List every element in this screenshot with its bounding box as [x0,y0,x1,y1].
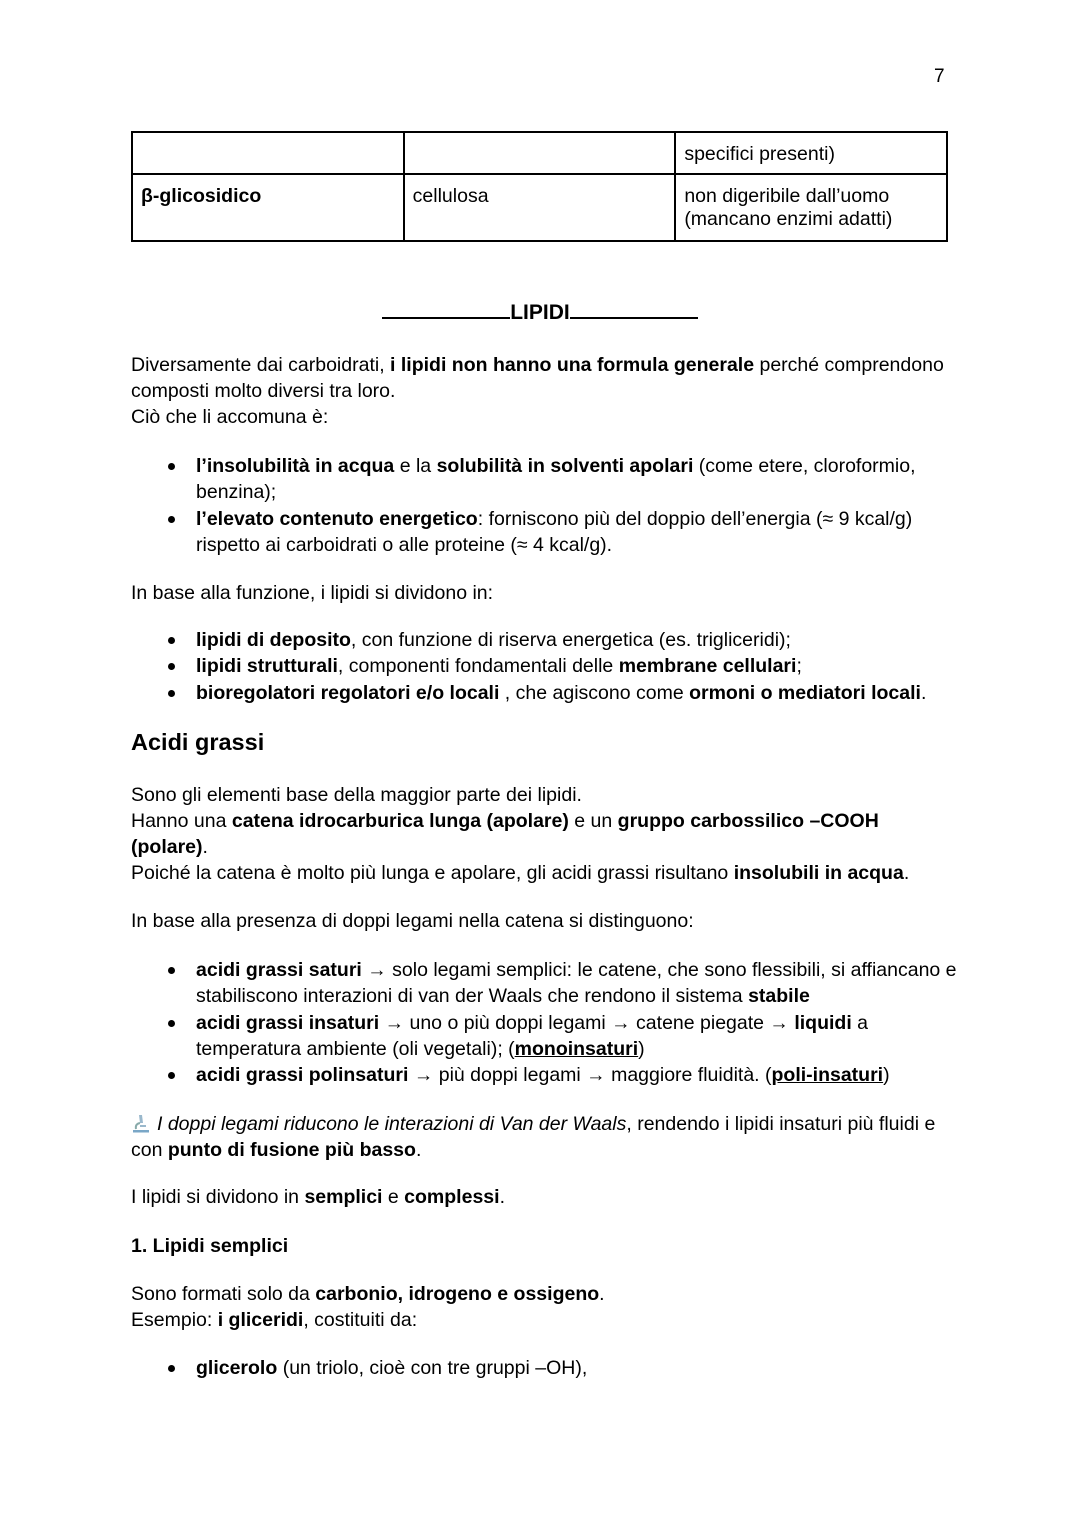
text-run: l’insolubilità in acqua [196,455,395,477]
table-cell [132,132,404,174]
text-run: . [202,836,208,859]
text-run: . [903,862,910,884]
note-paragraph [131,1111,961,1164]
text-run: → uno o più doppi legami → catene piegate → [379,1011,795,1034]
text-run: : forniscono più del doppio dell’energia (≈ 9 kcal/g) rispetto ai carboidrati o alle proteine (≈ 4 kcal/g). [196,507,913,556]
text-run: membrane cellulari [618,655,797,678]
fatty-acids-p1 [131,782,951,808]
text-run: complessi [404,1186,500,1208]
text-run: e la [394,455,437,477]
intro-paragraph [131,352,951,405]
table-row [132,132,947,174]
table-cell: non digeribile dall’uomo (mancano enzimi adatti) [675,174,947,241]
list-item [131,653,951,679]
text-run: lipidi strutturali [196,655,338,678]
table-cell: cellulosa [404,174,676,241]
text-run: Ciò che li accomuna è: [131,406,329,428]
list-item [131,957,961,1010]
page-number: 7 [934,66,945,87]
text-run: Esempio: [131,1309,218,1331]
text-run: punto di fusione più basso [167,1139,416,1162]
text-run: , rendendo i lipidi insaturi più fluidi e con [131,1113,936,1162]
list-item [131,1010,961,1063]
text-run: , componenti fondamentali delle [337,655,619,678]
text-run: Diversamente dai carboidrati, [131,354,391,376]
table-row [132,174,947,241]
fatty-acids-p4 [131,908,951,934]
text-run: monoinsaturi [514,1037,639,1060]
text-run: poli-insaturi [771,1064,884,1087]
classes-paragraph [131,1184,951,1210]
function-list [131,627,951,706]
list-item [131,680,951,706]
text-run: acidi grassi saturi [196,959,362,981]
text-run: e un [568,810,618,832]
text-run: semplici [304,1186,383,1208]
text-run: I lipidi si dividono in [131,1186,305,1208]
text-run: In base alla presenza di doppi legami nella catena si distinguono: [131,910,694,932]
text-run: i lipidi non hanno una formula generale [390,354,755,376]
section-heading [0,300,1080,326]
text-run: Hanno una [131,810,232,832]
list-item [131,506,951,559]
text-run: carbonio, idrogeno e ossigeno [315,1283,600,1305]
text-run: lipidi di deposito [196,629,351,651]
text-run: → più doppi legami → maggiore fluidità. ( [408,1064,772,1087]
common-traits-list [131,453,951,558]
text-run: gruppo carbossilico –COOH (polare) [131,810,879,859]
text-run: . [599,1283,605,1305]
table-cell: β-glicosidico [132,174,404,241]
glyceride-parts-list [131,1355,951,1381]
text-run: solubilità in solventi apolari [436,455,694,477]
text-run: , che agiscono come [499,681,690,704]
text-run: glicerolo [196,1357,278,1379]
text-run: (un triolo, cioè con tre gruppi –OH), [277,1357,588,1379]
text-run: In base alla funzione, i lipidi si dividono in: [131,582,494,604]
list-item [131,627,951,653]
text-run: I doppi legami riducono le interazioni di Van der Waals [157,1113,627,1135]
list-item [131,1355,951,1381]
text-run: catena idrocarburica lunga (apolare) [231,810,569,832]
simple-lipids-p1 [131,1281,951,1307]
text-run: i gliceridi [217,1309,304,1331]
function-intro [131,580,951,606]
text-run: Sono gli elementi base della maggior parte dei lipidi. [131,784,582,806]
text-run: insolubili in acqua [733,862,904,884]
text-run: a temperatura ambiente (oli vegetali); ( [196,1011,869,1060]
microscope-icon [131,1113,151,1133]
fatty-acids-p3 [131,860,951,886]
simple-lipids-p2 [131,1307,951,1333]
text-run: ormoni o mediatori locali [689,681,921,704]
table-cell [404,132,676,174]
table-cell: specifici presenti) [675,132,947,174]
text-run: , con funzione di riserva energetica (es. trigliceridi); [350,629,791,651]
text-run: , costituiti da: [303,1309,418,1331]
fatty-acid-types-list [131,957,961,1088]
list-item [131,453,951,506]
intro-paragraph-2 [131,404,951,430]
text-run: ) [883,1064,890,1087]
glycosidic-bond-table [131,131,948,242]
text-run: liquidi [794,1011,852,1034]
simple-lipids-title: 1. Lipidi semplici [131,1235,289,1257]
text-run: . [920,681,927,704]
text-run: ) [638,1037,645,1060]
subsection-title: Acidi grassi [131,729,265,755]
text-run: l’elevato contenuto energetico [196,507,478,530]
text-run: Sono formati solo da [131,1283,316,1305]
text-run: bioregolatori regolatori e/o locali [196,681,500,704]
fatty-acids-p2 [131,808,951,861]
list-item [131,1062,961,1088]
text-run: ; [796,655,802,678]
text-run: acidi grassi polinsaturi [196,1064,409,1087]
text-run: . [415,1139,422,1162]
section-title: LIPIDI [510,301,570,324]
text-run: e [382,1186,405,1208]
text-run: perché comprendono composti molto diversi tra loro. [131,354,944,403]
text-run: . [499,1186,505,1208]
text-run: (come etere, cloroformio, benzina); [196,455,916,504]
text-run: stabile [748,985,810,1008]
text-run: Poiché la catena è molto più lunga e apolare, gli acidi grassi risultano [131,862,734,884]
note-text [131,1113,935,1161]
text-run: acidi grassi insaturi [196,1011,380,1034]
text-run: → solo legami semplici: le catene, che sono flessibili, si affiancano e stabiliscono interazioni di van der Waals che rendono il sistema [196,959,957,1008]
